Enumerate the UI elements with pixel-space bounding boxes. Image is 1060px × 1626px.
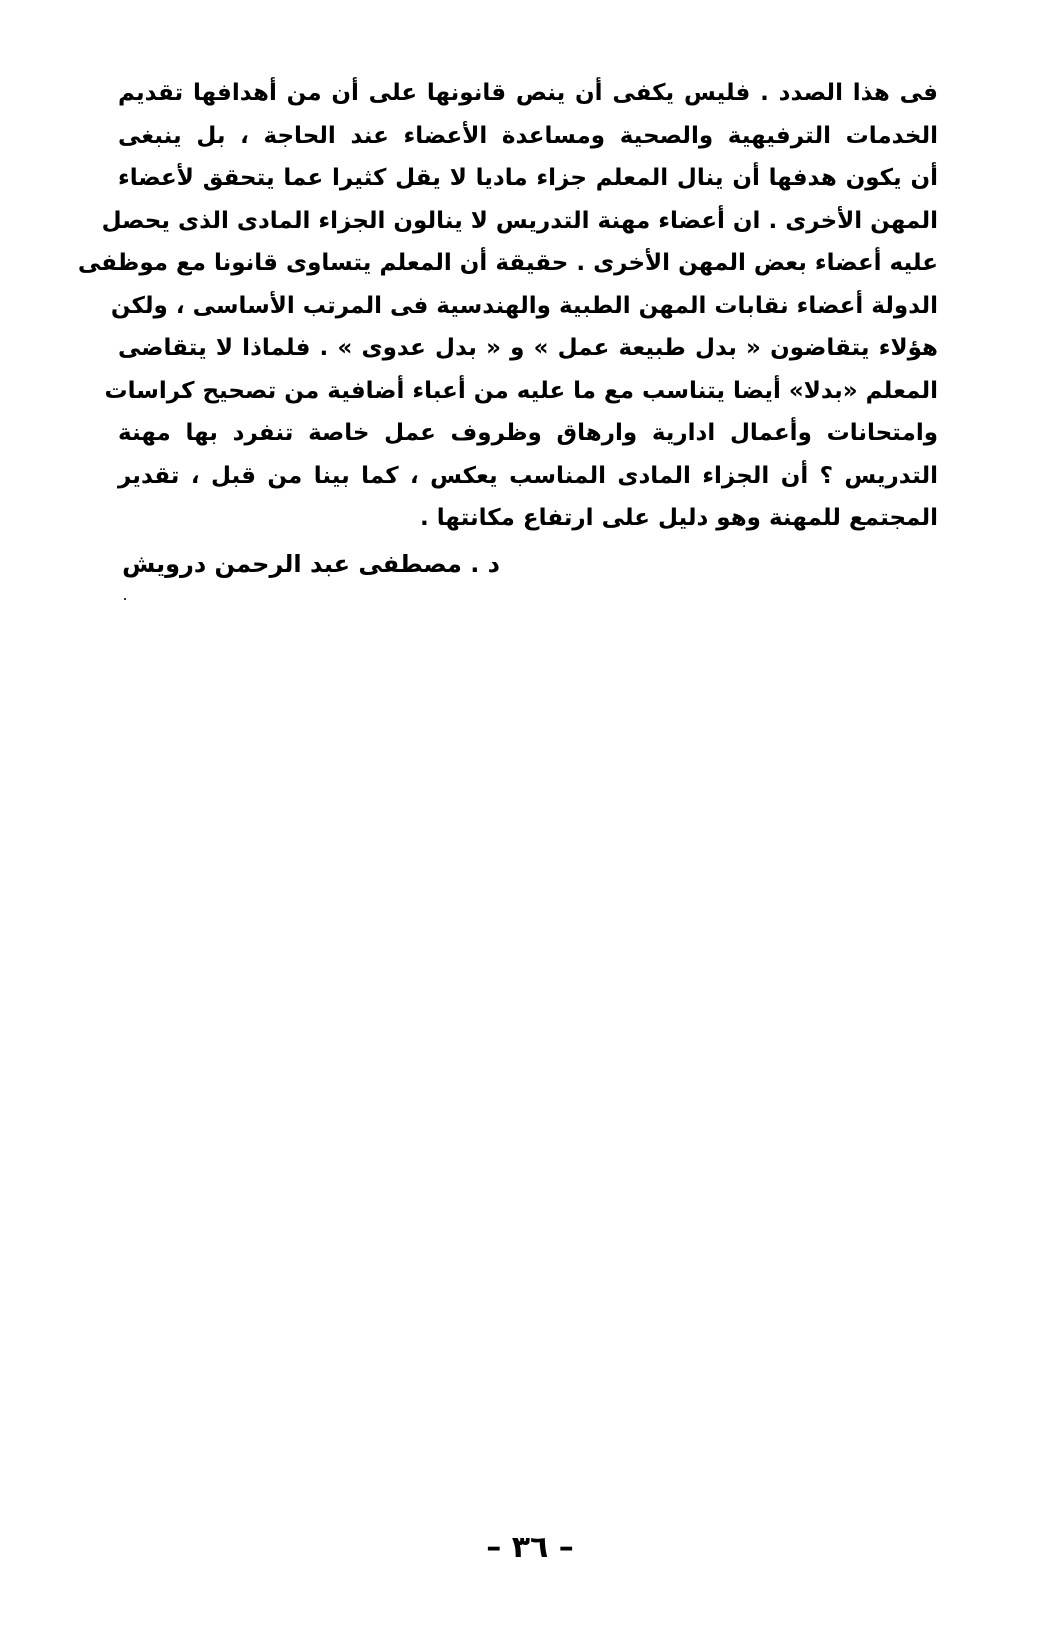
page-number: – ٣٦ – <box>486 1530 574 1565</box>
print-speck <box>124 598 126 600</box>
paragraph-line: عليه أعضاء بعض المهن الأخرى . حقيقة أن المعلم يتساوى قانونا مع موظفى <box>77 250 938 276</box>
paragraph-line: الدولة أعضاء نقابات المهن الطبية والهندسية فى المرتب الأساسى ، ولكن <box>110 292 938 319</box>
body-paragraph <box>77 72 938 540</box>
paragraph-line: التدريس ؟ أن الجزاء المادى المناسب يعكس ، كما بينا من قبل ، تقدير <box>118 462 938 489</box>
paragraph-line: هؤلاء يتقاضون « بدل طبيعة عمل » و « بدل عدوى » . فلماذا لا يتقاضى <box>118 335 938 361</box>
author-signature: د . مصطفى عبد الرحمن درويش <box>122 550 500 578</box>
paragraph-line: المهن الأخرى . ان أعضاء مهنة التدريس لا ينالون الجزاء المادى الذى يحصل <box>101 207 938 234</box>
paragraph-line: أن يكون هدفها أن ينال المعلم جزاء ماديا لا يقل كثيرا عما يتحقق لأعضاء <box>118 165 938 191</box>
paragraph-line: وامتحانات وأعمال ادارية وارهاق وظروف عمل خاصة تنفرد بها مهنة <box>118 420 938 446</box>
paragraph-line: الخدمات الترفيهية والصحية ومساعدة الأعضاء عند الحاجة ، بل ينبغى <box>118 122 938 149</box>
paragraph-line: فى هذا الصدد . فليس يكفى أن ينص قانونها على أن من أهدافها تقديم <box>118 80 938 106</box>
paragraph-line: المعلم «بدلا» أيضا يتناسب مع ما عليه من أعباء أضافية من تصحيح كراسات <box>104 377 938 404</box>
paragraph-line: المجتمع للمهنة وهو دليل على ارتفاع مكانتها . <box>420 505 938 531</box>
